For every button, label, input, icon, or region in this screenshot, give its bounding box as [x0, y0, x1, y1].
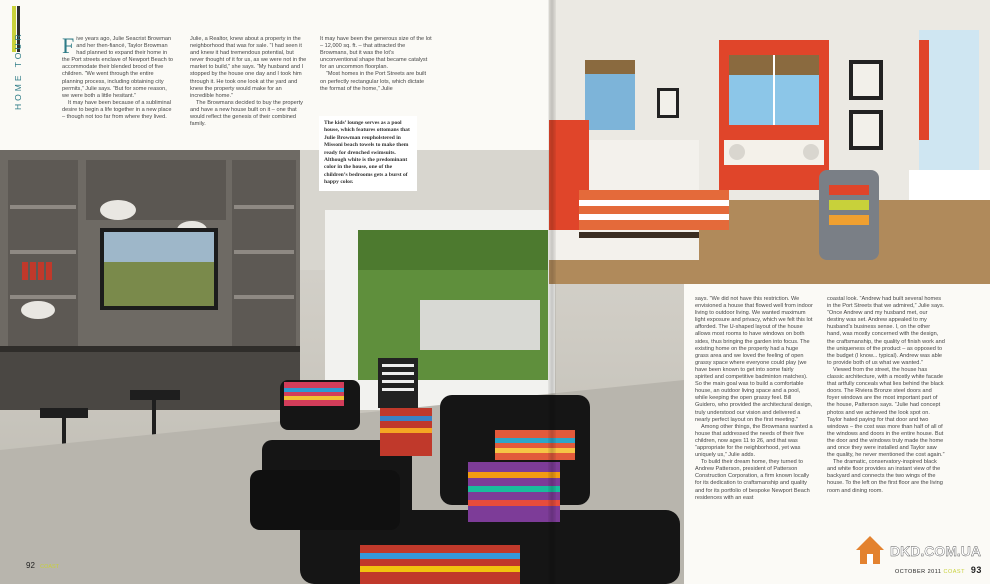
publication-name-right: COAST — [943, 569, 965, 575]
page-number-right: 93 — [970, 565, 982, 575]
col4-paragraph-3: To build their dream home, they turned to Andrew Patterson, president of Patterson Construction Corporation, a firm known locally for its dedication to craftsmanship and quality and for its portfolio of bespoke Newport Beach residences with an east — [695, 459, 810, 501]
col5-paragraph-3: The dramatic, conservatory-inspired black and white floor provides an instant view of the backyard and connects the two wings of the house. To the left on the first floor are the living room and dining room. — [827, 459, 943, 494]
col4-paragraph-2: Among other things, the Browmans wanted a house that addressed the needs of their five children, now ages 11 to 26, and that was “appropriate for the neighborhood, yet was uniquely us,” Julie adds. — [695, 423, 813, 459]
col2-paragraph-2: The Browmans decided to buy the property and have a new house built on it – one that would reflect the genesis of their combined family. — [190, 99, 303, 128]
bedroom-photo-illustration — [549, 0, 990, 284]
article-column-5 — [827, 296, 945, 495]
col4-paragraph-1: says. “We did not have this restriction. We envisioned a house that flowed well from indoor living to outdoor living. We wanted maximum light exposure and privacy, which we felt this lot afforded. The U-shaped layout of the house allows most rooms to have windows on both sides, thus bringing the garden into focus. The existing home on the property had a huge grass area and we loved the feeling of open grassy space where everyone could play (we have been known to get into some fairly spirited and competitive badminton matches). So the main goal was to build a comfortable house, an outdoor living space and a pool, while keeping the open grassy feel. Bill Guidero, who provided the architectural design, truly understood our vision and delivered a nearly perfect layout on the first meeting.” — [695, 296, 813, 423]
intro-paragraph-1: ive years ago, Julie Seacrist Browman and her then-fiancé, Taylor Browman had planned to expand their home in the Port streets enclave of Newport Beach to accommodate their blended brood of five children. “We went through the entire planning process, including obtaining city permits,” Julie says. “But for some reason, we were both a little hesitant.” — [62, 36, 174, 99]
col5-paragraph-2: Viewed from the street, the house has classic architecture, with a mostly white facade that artfully conceals what lies behind the black doors. The Riviera Bronze steel doors and foyer windows are the most important part of the house, Patterson says. “Julie had concept photos and we achieved the look spot on. Taylor hated paying for that door and two windows – the cost was more than half of all of the windows and doors in the entire house. But the door and the windows truly made the home and once they were installed and Taylor saw the quality, he never mentioned the cost again.” — [827, 366, 945, 459]
publication-name-left: COAST — [40, 564, 60, 570]
house-logo-icon — [852, 528, 990, 568]
article-column-2 — [190, 36, 307, 128]
watermark — [852, 528, 990, 568]
col5-paragraph-1: coastal look. “Andrew had built several homes in the Port Streets that we admired,” Julie says. “Once Andrew and my husband met, our destiny was set. Andrew appealed to my husband’s business sense. I, on the other hand, was mostly concerned with the design, the craftsmanship, the quality of finish work and the uniqueness of the product – as opposed to the budget (I know... typical). Andrew was able to provide both of us what we wanted.” — [827, 296, 945, 366]
page-number-left: 92 — [26, 561, 35, 570]
section-tag: HOME TOUR — [13, 31, 23, 110]
col3-paragraph-1: It may have been the generous size of the lot – 12,000 sq. ft. – that attracted the Browmans, but it was the lot’s unconventional shape that became catalyst for an uncommon floorplan. — [320, 36, 432, 71]
drop-cap: F — [62, 33, 75, 58]
intro-paragraph-2: It may have been because of a subliminal desire to begin a life together in a new place – though not too far from where they lived. — [62, 99, 172, 121]
article-column-1 — [62, 33, 174, 121]
col3-paragraph-2: “Most homes in the Port Streets are built on perfectly rectangular lots, which dictate the format of the home,” Julie — [320, 71, 427, 92]
folio-left — [26, 561, 59, 570]
page-gutter — [548, 0, 556, 584]
col2-paragraph-1: Julie, a Realtor, knew about a property in the neighborhood that was for sale. “I had seen it and knew it had tremendous potential, but never thought of it for us, as we were not in the market to build,” she says. “My husband and I stopped by the house one day and I took him through it. He took one look at the yard and knew the property would make for an incredible home.” — [190, 36, 307, 99]
svg-text:DKD.COM.UA: DKD.COM.UA — [890, 543, 981, 559]
article-column-4 — [695, 296, 813, 502]
issue-date: OCTOBER 2011 — [895, 569, 942, 575]
bedroom-photo — [549, 0, 990, 284]
photo-caption: The kids’ lounge serves as a pool house, which features ottomans that Julie Browman reupholstered in Missoni beach towels to make them ready for drenched swimsuits. Although white is the predominant color in the house, one of the children’s bedrooms gets a burst of happy color. — [319, 116, 417, 191]
article-column-3 — [320, 36, 432, 93]
